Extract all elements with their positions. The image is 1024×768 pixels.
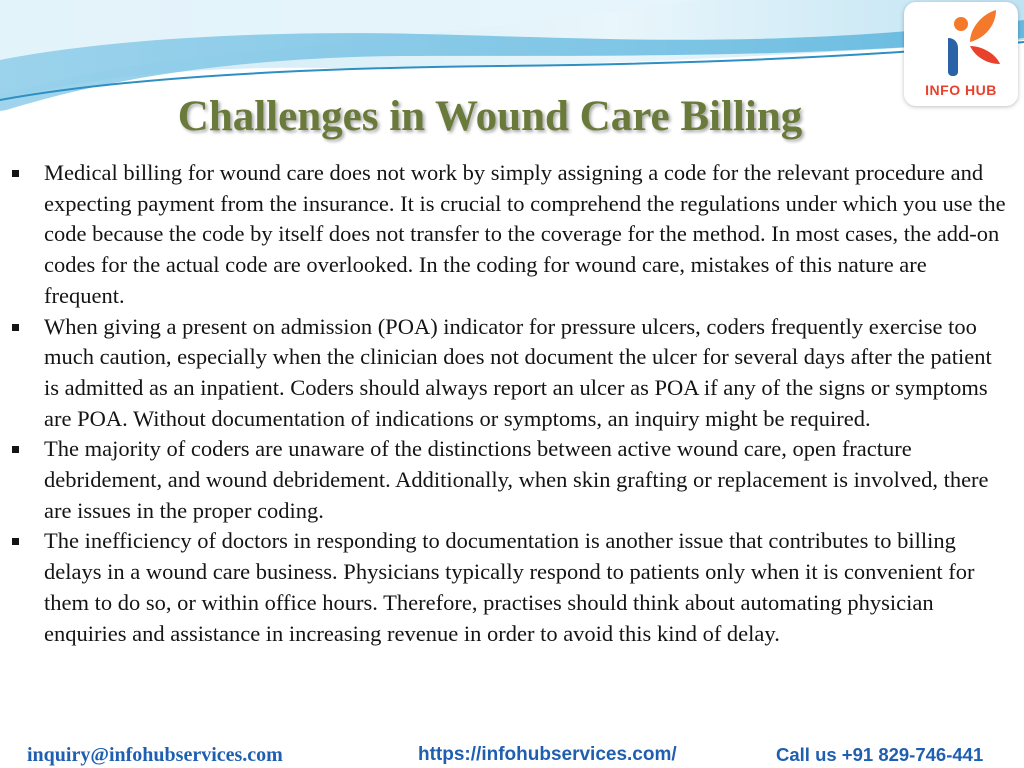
slide-title: Challenges in Wound Care Billing — [177, 93, 803, 140]
footer-email-link[interactable]: inquiry@infohubservices.com — [27, 744, 283, 766]
bullet-item — [12, 526, 1012, 649]
logo-text: INFO HUB — [925, 82, 997, 98]
bullet-text: The inefficiency of doctors in responding to documentation is another issue that contributes to billing delays in a wound care business. Physicians typically respond to patients only when it is convenient for them to do so, or within office hours. Therefore, practises should think about automating physician enquiries and assistance in increasing revenue in order to avoid this kind of delay. — [44, 528, 975, 646]
bullet-text: The majority of coders are unaware of the distinctions between active wound care, open fracture debridement, and wound debridement. Additionally, when skin grafting or replacement is involved, there are issues in the proper coding. — [44, 436, 989, 523]
square-bullet-icon — [12, 324, 19, 331]
info-hub-logo — [904, 2, 1018, 106]
footer-website-link[interactable]: https://infohubservices.com/ — [418, 744, 677, 765]
footer — [0, 740, 1024, 768]
bullet-item — [12, 434, 1012, 526]
bullet-text: Medical billing for wound care does not work by simply assigning a code for the relevant procedure and expecting payment from the insurance. It is crucial to comprehend the regulations under which you use the code because the code by itself does not transfer to the coverage for the method. In most cases, the add-on codes for the actual code are overlooked. In the coding for wound care, mistakes of this nature are frequent. — [44, 160, 1006, 308]
bullet-list — [12, 158, 1012, 649]
info-hub-logo-icon — [904, 2, 1018, 82]
square-bullet-icon — [12, 446, 19, 453]
footer-phone: Call us +91 829-746-441 — [776, 744, 984, 765]
bullet-text: When giving a present on admission (POA) indicator for pressure ulcers, coders frequently exercise too much caution, especially when the clinician does not document the ulcer for several days after the patient is admitted as an inpatient. Coders should always report an ulcer as POA if any of the signs or symptoms are POA. Without documentation of indications or symptoms, an inquiry might be required. — [44, 313, 992, 431]
square-bullet-icon — [12, 538, 19, 545]
bullet-item — [12, 312, 1012, 435]
bullet-item — [12, 158, 1012, 312]
square-bullet-icon — [12, 170, 19, 177]
